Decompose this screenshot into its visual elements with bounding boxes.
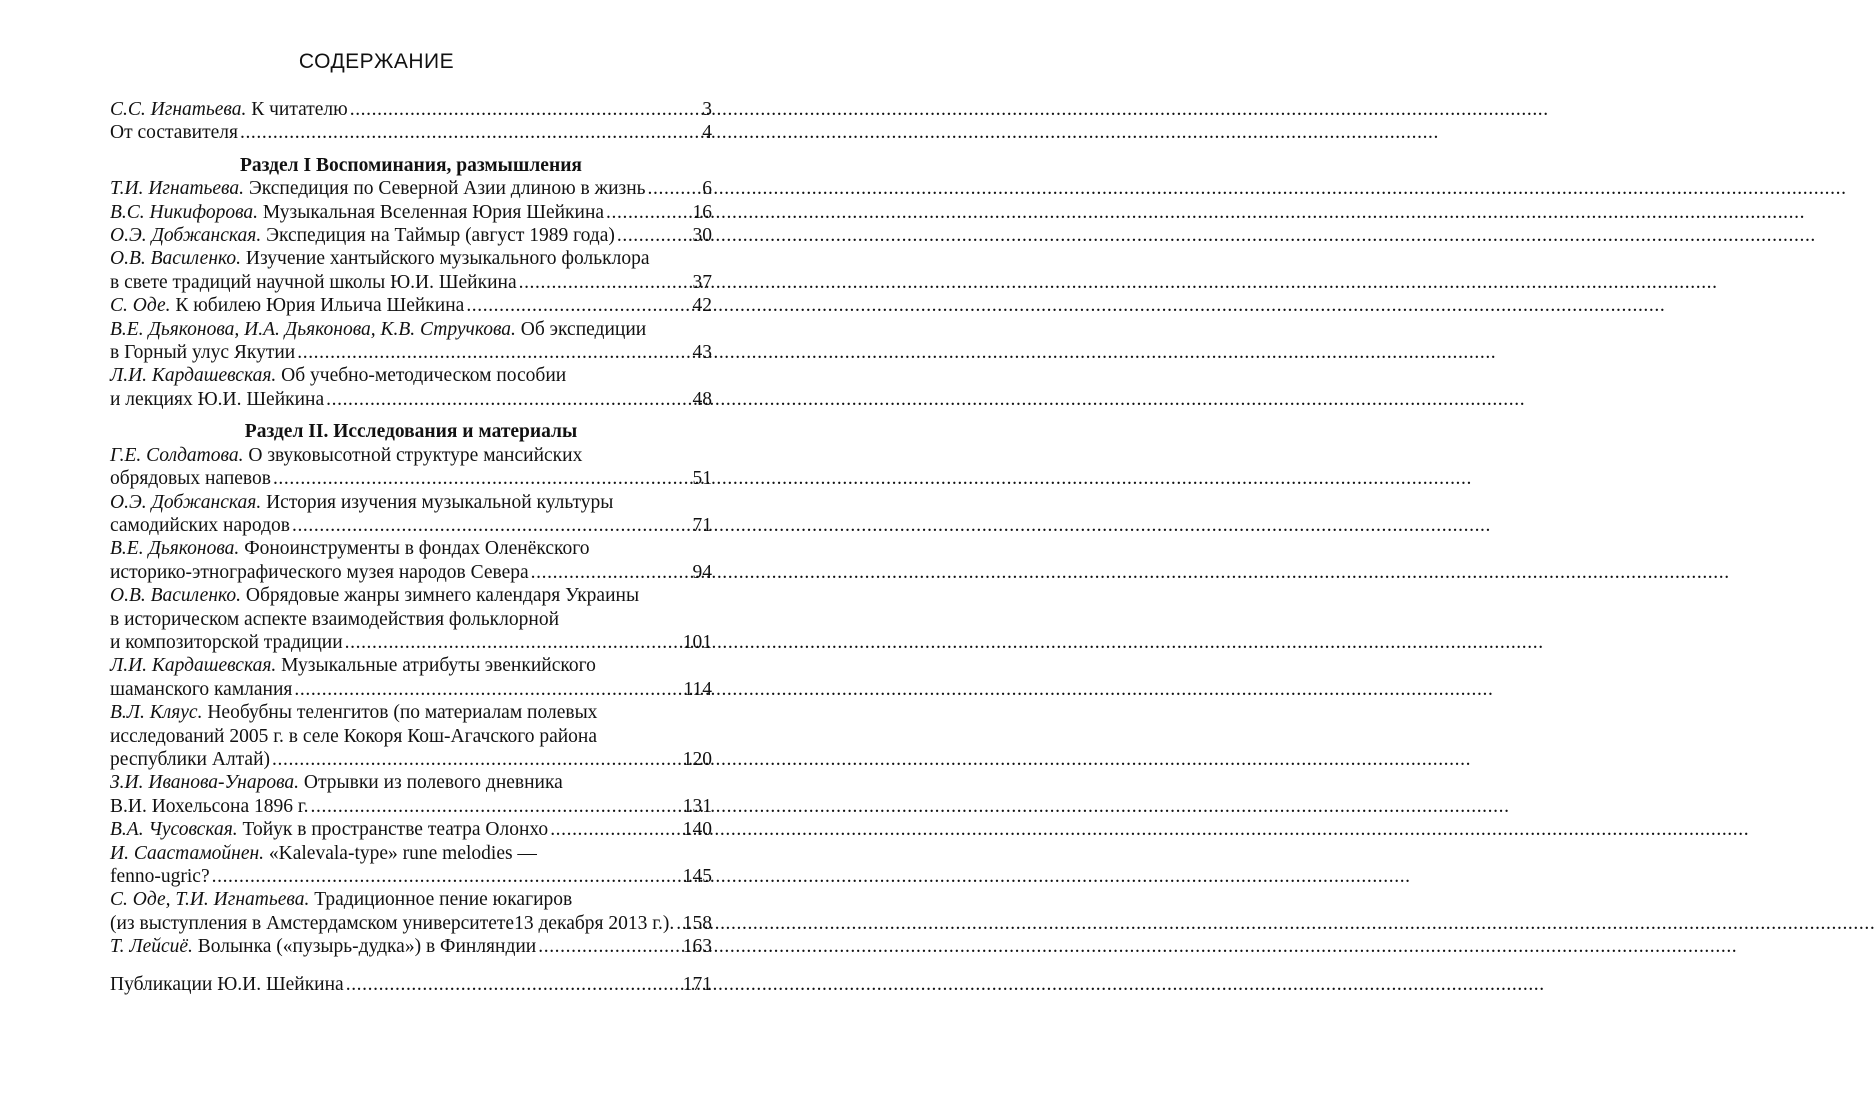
entry-author: С.С. Игнатьева. [110, 99, 247, 120]
entry-author: Г.Е. Солдатова. [110, 444, 244, 466]
entry-author: В.Е. Дьяконова, И.А. Дьяконова, К.В. Стручкова. [110, 318, 516, 340]
toc-entry-line [110, 247, 712, 270]
page-number: 131 [682, 795, 712, 817]
entry-title: Экспедиция на Таймыр (август 1989 года) [266, 225, 615, 247]
entry-text [110, 467, 271, 490]
toc-entry-line [110, 537, 712, 560]
toc-entry-line [110, 654, 712, 677]
entry-text [110, 631, 343, 654]
toc-entry [110, 973, 712, 996]
toc-entry [110, 121, 712, 144]
toc-entry-line [110, 865, 712, 888]
toc-entry [110, 177, 712, 200]
entry-title: Музыкальные атрибуты эвенкийского [281, 655, 596, 677]
page-number: 94 [692, 561, 712, 583]
entry-title: О звуковысотной структуре мансийских [248, 444, 583, 466]
page-number: 51 [692, 468, 712, 490]
entry-title: Фоноинструменты в фондах Оленёкского [244, 538, 590, 560]
leader-dots [466, 294, 690, 317]
leader-dots [345, 631, 681, 654]
toc-entry-line [110, 121, 712, 144]
leader-dots [294, 678, 681, 701]
entry-text [110, 725, 597, 748]
entry-text [110, 271, 517, 294]
entry-text [110, 177, 646, 200]
toc-entry [110, 537, 712, 584]
page-number: 37 [692, 271, 712, 293]
toc-entry-line [110, 584, 712, 607]
entry-title: Об экспедиции [520, 318, 647, 340]
entry-title: Музыкальная Вселенная Юрия Шейкина [262, 201, 605, 223]
toc-entry-line [110, 318, 712, 341]
toc-entry [110, 771, 712, 818]
page-number: 101 [682, 631, 712, 653]
leader-dots [273, 467, 691, 490]
entry-text [110, 818, 548, 841]
leader-dots [311, 795, 681, 818]
leader-dots [648, 177, 701, 200]
section-heading: Раздел II. Исследования и материалы [244, 421, 578, 443]
toc-entry-line [110, 341, 712, 364]
leader-dots [550, 818, 681, 841]
entry-title: Об учебно-методическом пособии [281, 365, 567, 387]
toc-entry [110, 701, 712, 771]
entry-title: fenno-ugric? [110, 866, 210, 887]
entry-title: в Горный улус Якутии [110, 342, 296, 364]
page-number: 16 [692, 201, 712, 223]
entry-title: К читателю [251, 99, 348, 120]
entry-title: (из выступления в Амстердамском университете13 декабря 2013 г.). [110, 912, 675, 934]
entry-title: Публикации Ю.И. Шейкина [110, 973, 344, 995]
toc-entry [110, 318, 712, 365]
leader-dots [212, 865, 681, 888]
toc-entry-line [110, 514, 712, 537]
entry-author: С. Оде. [110, 295, 171, 317]
entry-text [110, 584, 639, 607]
entry-text [110, 678, 292, 701]
toc-entry-line [110, 201, 712, 224]
entry-text [110, 912, 674, 935]
toc-entry [110, 888, 712, 935]
entry-title: республики Алтай) [110, 748, 271, 770]
leader-dots [272, 748, 681, 771]
entry-author: С. Оде, Т.И. Игнатьева. [110, 889, 310, 911]
entry-author: В.Л. Кляус. [110, 702, 203, 724]
entry-author: В.А. Чусовская. [110, 819, 238, 841]
toc-entry [110, 364, 712, 411]
toc-entry-line [110, 364, 712, 387]
page-number: 48 [692, 388, 712, 410]
entry-title: Обрядовые жанры зимнего календаря Украины [245, 585, 640, 607]
leader-dots [240, 121, 700, 144]
page-number: 158 [682, 912, 712, 934]
entry-author: Т. Лейсиё. [110, 936, 193, 958]
entry-text [110, 935, 536, 958]
entry-title: В.И. Иохельсона 1896 г. [110, 795, 309, 817]
section-heading: Раздел I Воспоминания, размышления [240, 154, 582, 176]
entry-title: исследований 2005 г. в селе Кокоря Кош-Агачского района [110, 725, 598, 747]
entry-title: в свете традиций научной школы Ю.И. Шейкина [110, 271, 517, 293]
entry-title: Тойук в пространстве театра Олонхо [242, 819, 549, 841]
entry-text [110, 388, 324, 411]
entry-text [110, 795, 309, 818]
entry-title: Необубны теленгитов (по материалам полевых [207, 702, 598, 724]
entry-text [110, 224, 615, 247]
toc-entry-line [110, 98, 712, 121]
entry-author: О.В. Василенко. [110, 585, 242, 607]
toc-entry [110, 584, 712, 654]
toc-page [0, 0, 753, 1098]
entry-text [110, 973, 344, 996]
entry-text [110, 608, 559, 631]
toc-entry-line [110, 795, 712, 818]
entry-text [110, 247, 650, 270]
entry-text [110, 444, 582, 467]
toc-entry [110, 654, 712, 701]
entry-text [110, 842, 537, 865]
entry-title: самодийских народов [110, 514, 290, 536]
entry-text [110, 294, 464, 317]
toc-entry [110, 842, 712, 889]
entry-text [110, 341, 295, 364]
entry-author: О.Э. Добжанская. [110, 491, 262, 513]
toc-entry-line [110, 818, 712, 841]
toc-entry-line [110, 177, 712, 200]
page-number: 3 [702, 99, 712, 120]
leader-dots [676, 912, 680, 935]
toc-entry-line [110, 771, 712, 794]
toc-entry [110, 491, 712, 538]
entry-title: Традиционное пение юкагиров [314, 889, 573, 911]
entry-title: Волынка («пузырь-дудка») в Финляндии [197, 936, 537, 958]
entry-author: Л.И. Кардашевская. [110, 655, 277, 677]
page-number: 163 [682, 936, 712, 958]
entry-author: Т.И. Игнатьева. [110, 178, 245, 200]
table-of-contents [110, 98, 712, 996]
entry-author: О.Э. Добжанская. [110, 225, 262, 247]
page-title: СОДЕРЖАНИЕ [298, 50, 455, 73]
entry-text [110, 491, 613, 514]
entry-text [110, 701, 597, 724]
entry-text [110, 561, 529, 584]
entry-title: Изучение хантыйского музыкального фольклора [245, 248, 650, 270]
toc-entry-line [110, 748, 712, 771]
toc-entry-line [110, 491, 712, 514]
leader-dots [326, 388, 690, 411]
entry-title: и композиторской традиции [110, 631, 343, 653]
toc-entry-line [110, 388, 712, 411]
toc-entry-line [110, 842, 712, 865]
toc-entry [110, 935, 712, 958]
toc-entry [110, 98, 712, 121]
toc-entry-line [110, 631, 712, 654]
toc-entry-line [110, 935, 712, 958]
spacer [110, 959, 712, 973]
entry-title: шаманского камлания [110, 678, 293, 700]
toc-entry-line [110, 561, 712, 584]
entry-text [110, 771, 563, 794]
page-number: 71 [692, 514, 712, 536]
page-number: 140 [682, 819, 712, 841]
leader-dots [617, 224, 691, 247]
leader-dots [297, 341, 690, 364]
toc-entry-line [110, 912, 712, 935]
leader-dots [538, 935, 681, 958]
page-number: 42 [692, 295, 712, 317]
entry-title: Отрывки из полевого дневника [303, 772, 563, 794]
toc-entry-line [110, 888, 712, 911]
entry-title: историко-этнографического музея народов Севера [110, 561, 529, 583]
toc-entry [110, 224, 712, 247]
page-number: 43 [692, 342, 712, 364]
toc-entry-line [110, 973, 712, 996]
page-number: 114 [683, 678, 712, 700]
toc-entry-line [110, 725, 712, 748]
toc-entry-line [110, 271, 712, 294]
toc-entry-line [110, 294, 712, 317]
leader-dots [292, 514, 691, 537]
toc-entry-line [110, 608, 712, 631]
toc-entry-line [110, 467, 712, 490]
entry-text [110, 98, 348, 121]
entry-text [110, 537, 590, 560]
entry-title: От составителя [110, 122, 238, 144]
entry-author: Л.И. Кардашевская. [110, 365, 277, 387]
leader-dots [606, 201, 690, 224]
toc-entry-line [110, 444, 712, 467]
entry-author: В.Е. Дьяконова. [110, 538, 240, 560]
leader-dots [350, 98, 701, 121]
entry-title: Экспедиция по Северной Азии длиною в жизнь [248, 178, 646, 200]
entry-text [110, 654, 596, 677]
toc-entry-line [110, 701, 712, 724]
page-number: 171 [682, 973, 712, 995]
toc-entry [110, 247, 712, 294]
entry-author: З.И. Иванова-Унарова. [110, 772, 300, 794]
toc-entry [110, 294, 712, 317]
toc-entry-line [110, 224, 712, 247]
page-number: 120 [682, 748, 712, 770]
page-number: 30 [692, 225, 712, 247]
leader-dots [346, 973, 681, 996]
toc-entry [110, 444, 712, 491]
entry-title: и лекциях Ю.И. Шейкина [110, 388, 325, 410]
entry-text [110, 201, 604, 224]
page-number: 145 [682, 866, 712, 887]
entry-title: К юбилею Юрия Ильича Шейкина [175, 295, 465, 317]
leader-dots [531, 561, 691, 584]
entry-text [110, 121, 238, 144]
leader-dots [519, 271, 691, 294]
entry-author: О.В. Василенко. [110, 248, 242, 270]
toc-entry [110, 201, 712, 224]
entry-author: И. Саастамойнен. [110, 842, 265, 864]
page-number: 4 [702, 122, 712, 144]
entry-title: обрядовых напевов [110, 468, 271, 490]
page-number: 6 [702, 178, 712, 200]
entry-text [110, 888, 572, 911]
toc-entry [110, 818, 712, 841]
entry-text [110, 514, 290, 537]
entry-text [110, 364, 566, 387]
entry-text [110, 865, 210, 888]
entry-text [110, 748, 270, 771]
entry-text [110, 318, 646, 341]
entry-title: История изучения музыкальной культуры [266, 491, 614, 513]
toc-entry-line [110, 678, 712, 701]
entry-title: «Kalevala-type» rune melodies — [268, 842, 537, 864]
entry-author: В.С. Никифорова. [110, 201, 259, 223]
entry-title: в историческом аспекте взаимодействия фольклорной [110, 608, 560, 630]
